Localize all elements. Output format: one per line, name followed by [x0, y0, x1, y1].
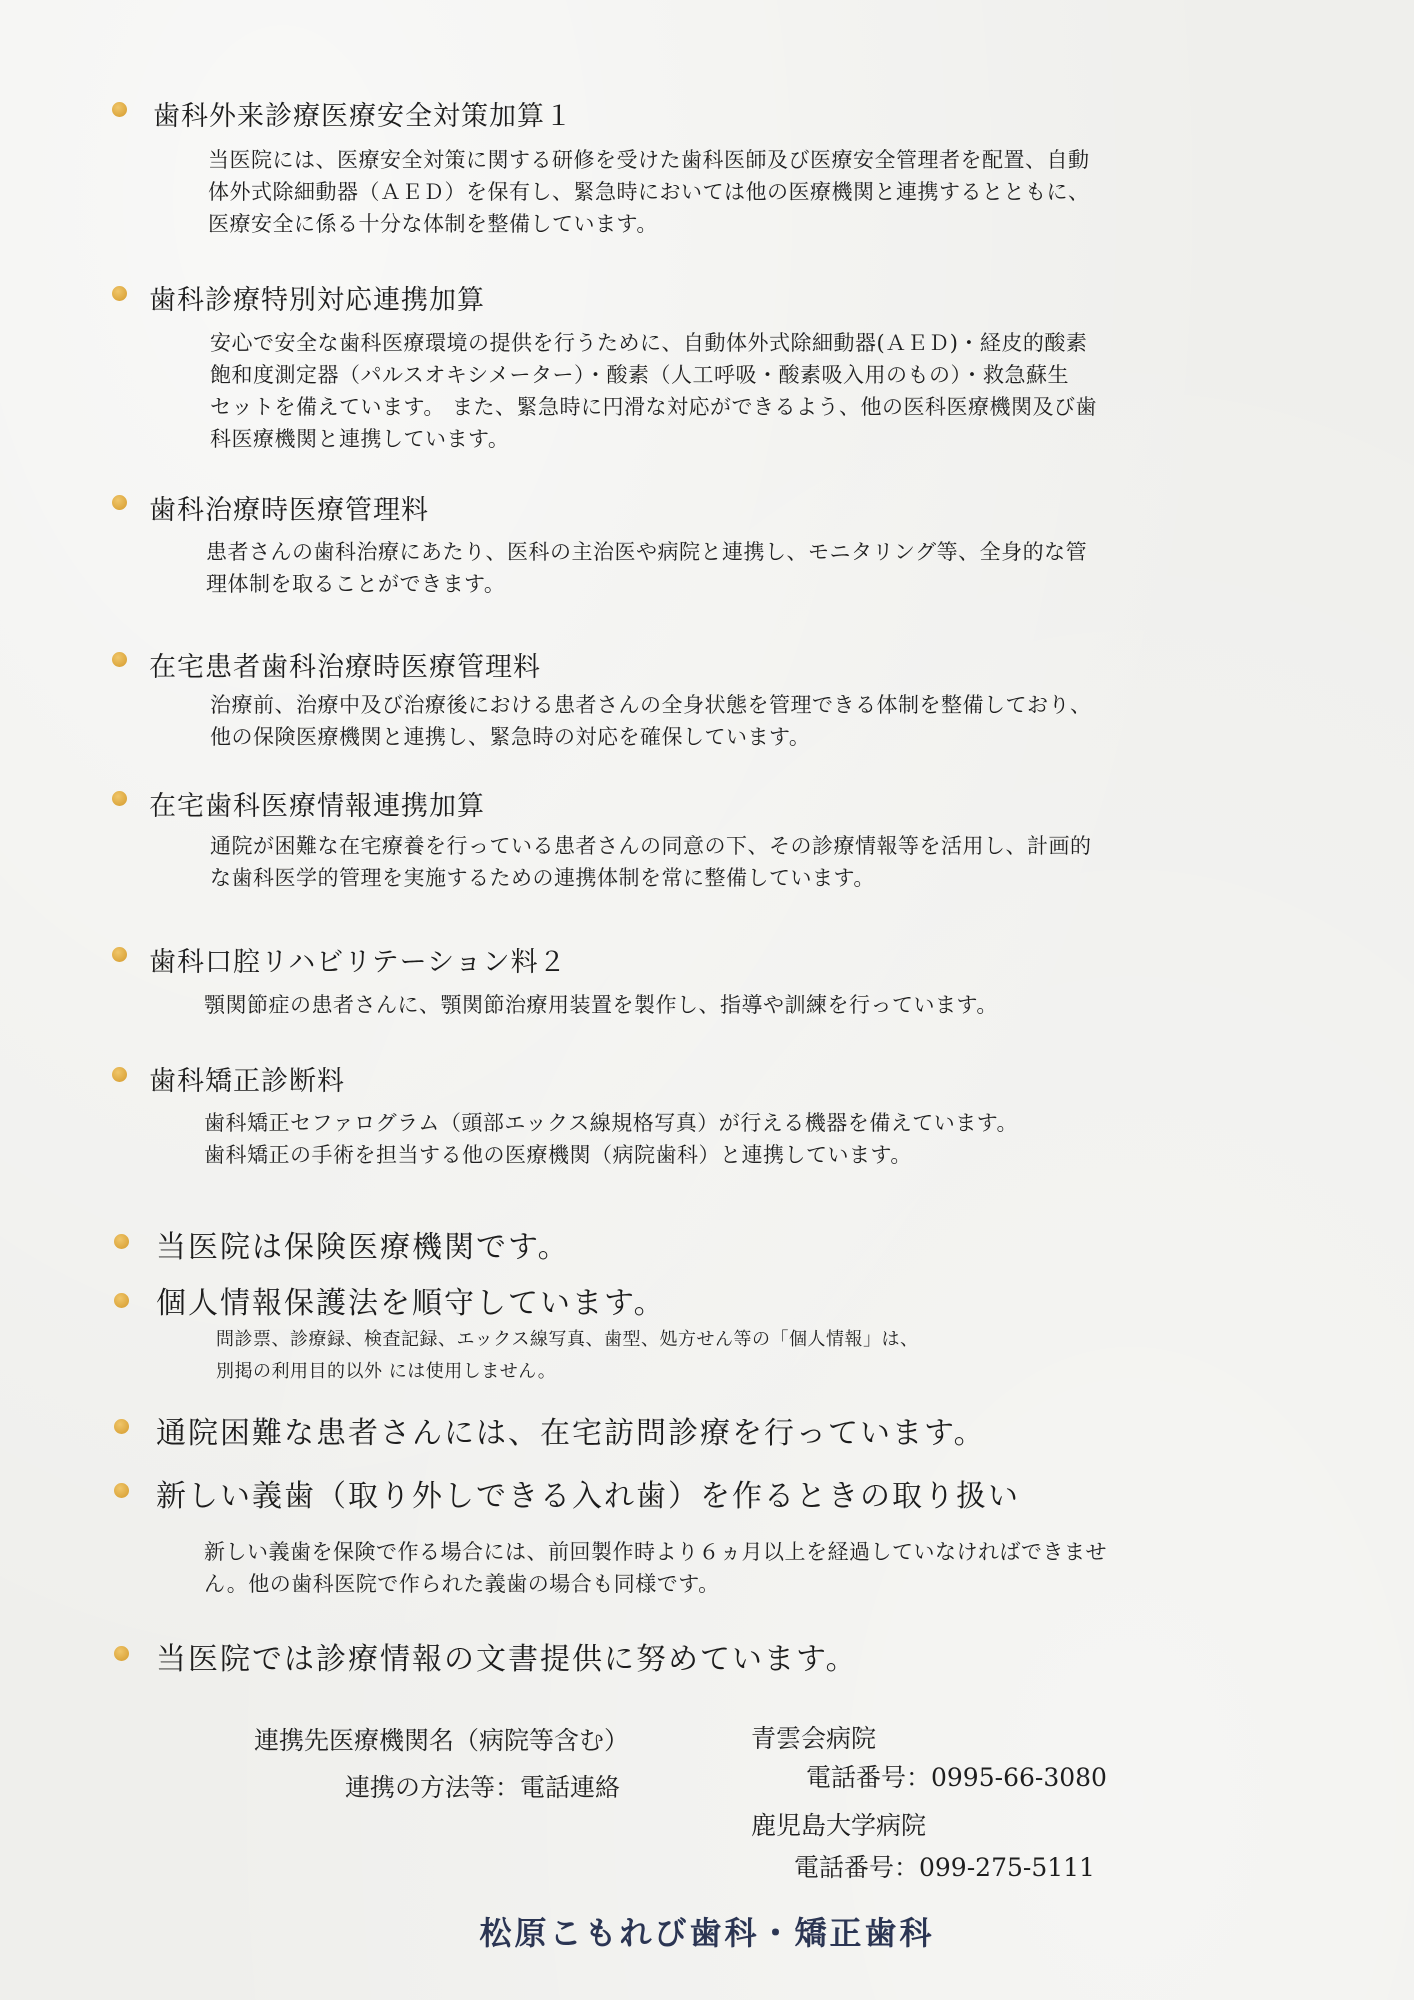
- description-line: セットを備えています。 また、緊急時に円滑な対応ができるよう、他の医科医療機関及び歯: [210, 395, 1097, 419]
- section-heading: 在宅患者歯科治療時医療管理料: [149, 652, 541, 683]
- description-line: 歯科矯正セファログラム（頭部エックス線規格写真）が行える機器を備えています。: [204, 1111, 1019, 1135]
- description-line: 医療安全に係る十分な体制を整備しています。: [208, 212, 658, 236]
- section-description: [216, 1324, 918, 1388]
- description-line: 科医療機関と連携しています。: [210, 427, 510, 451]
- bullet-icon: [112, 947, 127, 962]
- description-line: 顎関節症の患者さんに、顎関節治療用装置を製作し、指導や訓練を行っています。: [204, 993, 998, 1017]
- bullet-icon: [112, 652, 127, 667]
- section-heading: 歯科治療時医療管理料: [149, 495, 429, 526]
- description-line: 歯科矯正の手術を担当する他の医療機関（病院歯科）と連携しています。: [204, 1143, 912, 1167]
- description-line: 体外式除細動器（ＡＥＤ）を保有し、緊急時においては他の医療機関と連携するとともに、: [208, 180, 1090, 204]
- description-line: 治療前、治療中及び治療後における患者さんの全身状態を管理できる体制を整備しており、: [210, 693, 1092, 717]
- description-line: 患者さんの歯科治療にあたり、医科の主治医や病院と連携し、モニタリング等、全身的な管: [206, 540, 1088, 564]
- description-line: 飽和度測定器（パルスオキシメーター）・酸素（人工呼吸・酸素吸入用のもの）・救急蘇生: [210, 363, 1070, 387]
- description-line: な歯科医学的管理を実施するための連携体制を常に整備しています。: [210, 866, 875, 890]
- description-line: 別掲の利用目的以外 には使用しません。: [216, 1361, 557, 1382]
- bullet-icon: [112, 495, 127, 510]
- bullet-icon: [112, 102, 127, 117]
- section-description: [210, 689, 1092, 753]
- bullet-icon: [114, 1419, 129, 1434]
- clinic-name: 松原こもれび歯科・矯正歯科: [479, 1914, 935, 1952]
- bullet-icon: [114, 1234, 129, 1249]
- hospital-name: 青雲会病院: [751, 1724, 877, 1753]
- description-line: 通院が困難な在宅療養を行っている患者さんの同意の下、その診療情報等を活用し、計画的: [210, 834, 1092, 858]
- section-description: [204, 1107, 1018, 1171]
- bullet-icon: [112, 1067, 127, 1082]
- bullet-icon: [112, 791, 127, 806]
- section-heading: 在宅歯科医療情報連携加算: [149, 791, 485, 822]
- section-description: [208, 144, 1090, 240]
- bullet-icon: [112, 286, 127, 301]
- description-line: 他の保険医療機関と連携し、緊急時の対応を確保しています。: [210, 725, 811, 749]
- description-line: 当医院には、医療安全対策に関する研修を受けた歯科医師及び医療安全管理者を配置、自動: [208, 148, 1090, 172]
- section-heading: 新しい義歯（取り外しできる入れ歯）を作るときの取り扱い: [156, 1479, 1020, 1514]
- section-heading: 個人情報保護法を順守しています。: [156, 1286, 666, 1321]
- section-heading: 歯科口腔リハビリテーション料２: [149, 947, 567, 978]
- section-description: [206, 536, 1087, 600]
- bullet-icon: [114, 1483, 129, 1498]
- contact-method: 連携の方法等：電話連絡: [345, 1773, 621, 1802]
- description-line: 新しい義歯を保険で作る場合には、前回製作時より６ヵ月以上を経過していなければできませ: [204, 1540, 1107, 1564]
- hospital-phone: 電話番号：0995-66-3080: [806, 1763, 1107, 1792]
- description-line: 理体制を取ることができます。: [206, 572, 506, 596]
- hospital-name: 鹿児島大学病院: [751, 1811, 927, 1840]
- section-description: [210, 327, 1097, 455]
- section-heading: 当医院は保険医療機関です。: [156, 1230, 570, 1265]
- section-description: [204, 989, 998, 1021]
- bullet-icon: [114, 1646, 129, 1661]
- section-heading: 歯科外来診療医療安全対策加算１: [153, 101, 573, 132]
- section-heading: 当医院では診療情報の文書提供に努めています。: [156, 1642, 858, 1677]
- section-heading: 歯科矯正診断料: [149, 1066, 345, 1097]
- hospital-phone: 電話番号：099-275-5111: [794, 1853, 1095, 1882]
- section-description: [204, 1536, 1107, 1600]
- section-heading: 通院困難な患者さんには、在宅訪問診療を行っています。: [156, 1416, 986, 1451]
- section-description: [210, 830, 1092, 894]
- section-heading: 歯科診療特別対応連携加算: [149, 285, 485, 316]
- description-line: 問診票、診療録、検査記録、エックス線写真、歯型、処方せん等の「個人情報」は、: [216, 1329, 919, 1350]
- partner-institutions-label: 連携先医療機関名（病院等含む）: [254, 1726, 630, 1755]
- description-line: 安心で安全な歯科医療環境の提供を行うために、自動体外式除細動器(ＡＥＤ)・経皮的酸素: [210, 331, 1088, 355]
- bullet-icon: [114, 1293, 129, 1308]
- description-line: ん。他の歯科医院で作られた義歯の場合も同様です。: [204, 1572, 720, 1596]
